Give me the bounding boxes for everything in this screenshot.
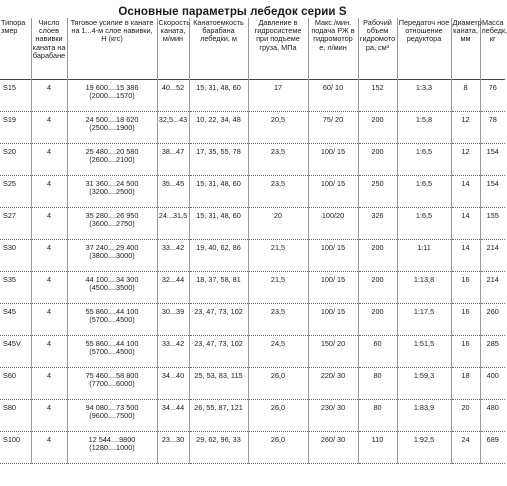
cell-volume: 200 [358, 272, 397, 304]
cell-model: S35 [0, 272, 31, 304]
cell-model: S45 [0, 304, 31, 336]
cell-layers: 4 [31, 304, 67, 336]
cell-diameter: 14 [451, 208, 480, 240]
table-row [0, 112, 505, 144]
cell-layers: 4 [31, 432, 67, 464]
cell-pressure: 26,0 [248, 368, 308, 400]
cell-mass: 154 [480, 176, 505, 208]
cell-diameter: 14 [451, 240, 480, 272]
cell-speed: 32...44 [157, 272, 189, 304]
cell-ratio: 1:5,8 [397, 112, 451, 144]
force-newton: 12 544....9800 [88, 435, 136, 444]
table-row [0, 304, 505, 336]
cell-mass: 76 [480, 80, 505, 112]
cell-speed: 33...42 [157, 240, 189, 272]
force-newton: 75 460....58 800 [85, 371, 139, 380]
cell-pressure: 23,5 [248, 144, 308, 176]
cell-model: S100 [0, 432, 31, 464]
cell-ratio: 1:6,5 [397, 144, 451, 176]
table-row [0, 336, 505, 368]
force-newton: 55 860....44 100 [85, 339, 139, 348]
header-volume: Рабочий объем гидромото ра, см³ [358, 18, 397, 80]
header-model: Типора змер [1, 18, 26, 36]
cell-flow: 220/ 30 [308, 368, 358, 400]
cell-force [67, 240, 157, 272]
cell-model: S20 [0, 144, 31, 176]
cell-force [67, 208, 157, 240]
table-row [0, 144, 505, 176]
force-kgf: (3200....2500) [89, 187, 135, 197]
cell-ratio: 1:59,3 [397, 368, 451, 400]
cell-layers: 4 [31, 176, 67, 208]
cell-model: S15 [0, 80, 31, 112]
cell-pressure: 23,5 [248, 304, 308, 336]
force-newton: 55 860....44 100 [85, 307, 139, 316]
table-row [0, 432, 505, 464]
cell-model: S60 [0, 368, 31, 400]
cell-capacity: 15, 31, 48, 60 [189, 208, 248, 240]
cell-flow: 100/ 15 [308, 240, 358, 272]
header-pressure: Давление в гидросистеме при подъеме груза, МПа [248, 18, 308, 80]
cell-layers: 4 [31, 336, 67, 368]
cell-mass: 480 [480, 400, 505, 432]
cell-layers: 4 [31, 240, 67, 272]
cell-capacity: 18, 37, 58, 81 [189, 272, 248, 304]
cell-layers: 4 [31, 208, 67, 240]
cell-ratio: 1:51,5 [397, 336, 451, 368]
cell-capacity: 10, 22, 34, 48 [189, 112, 248, 144]
cell-speed: 38...47 [157, 144, 189, 176]
table-row [0, 80, 505, 112]
cell-force [67, 400, 157, 432]
cell-pressure: 21,5 [248, 272, 308, 304]
cell-diameter: 16 [451, 336, 480, 368]
force-kgf: (2600....2100) [89, 155, 135, 165]
cell-layers: 4 [31, 112, 67, 144]
cell-force [67, 304, 157, 336]
force-newton: 31 360....24 500 [85, 179, 139, 188]
cell-mass: 214 [480, 272, 505, 304]
cell-speed: 40...52 [157, 80, 189, 112]
table-row [0, 272, 505, 304]
force-kgf: (2000....1570) [89, 91, 135, 101]
force-kgf: (5700....4500) [89, 315, 135, 325]
cell-diameter: 12 [451, 112, 480, 144]
force-kgf: (4500....3500) [89, 283, 135, 293]
cell-force [67, 144, 157, 176]
cell-flow: 100/ 15 [308, 144, 358, 176]
force-kgf: (3800....3000) [89, 251, 135, 261]
cell-mass: 285 [480, 336, 505, 368]
cell-diameter: 24 [451, 432, 480, 464]
cell-diameter: 12 [451, 144, 480, 176]
cell-capacity: 23, 47, 73, 102 [189, 304, 248, 336]
cell-speed: 34...40 [157, 368, 189, 400]
cell-force [67, 432, 157, 464]
cell-volume: 80 [358, 400, 397, 432]
cell-speed: 24...31,5 [157, 208, 189, 240]
cell-flow: 230/ 30 [308, 400, 358, 432]
cell-flow: 100/ 15 [308, 272, 358, 304]
cell-speed: 35...45 [157, 176, 189, 208]
cell-pressure: 21,5 [248, 240, 308, 272]
cell-ratio: 1:11 [397, 240, 451, 272]
force-kgf: (9600....7500) [89, 411, 135, 421]
cell-capacity: 26, 55, 87, 121 [189, 400, 248, 432]
cell-flow: 60/ 10 [308, 80, 358, 112]
cell-mass: 400 [480, 368, 505, 400]
cell-ratio: 1:6,5 [397, 208, 451, 240]
cell-diameter: 8 [451, 80, 480, 112]
cell-ratio: 1:6,5 [397, 176, 451, 208]
cell-speed: 23...30 [157, 432, 189, 464]
cell-capacity: 17, 35, 55, 78 [189, 144, 248, 176]
cell-force [67, 368, 157, 400]
force-newton: 37 240....29 400 [85, 243, 139, 252]
cell-model: S25 [0, 176, 31, 208]
cell-pressure: 23,5 [248, 176, 308, 208]
cell-diameter: 16 [451, 272, 480, 304]
cell-speed: 32,5...43 [157, 112, 189, 144]
force-kgf: (5700....4500) [89, 347, 135, 357]
cell-pressure: 17 [248, 80, 308, 112]
cell-force [67, 336, 157, 368]
force-newton: 35 280....26 950 [85, 211, 139, 220]
cell-diameter: 20 [451, 400, 480, 432]
force-kgf: (2500....1900) [89, 123, 135, 133]
cell-speed: 30...39 [157, 304, 189, 336]
cell-pressure: 26,0 [248, 400, 308, 432]
cell-mass: 260 [480, 304, 505, 336]
header-mass: Масса лебедк, кг [480, 18, 505, 80]
cell-force [67, 176, 157, 208]
table-row [0, 368, 505, 400]
cell-ratio: 1:92,5 [397, 432, 451, 464]
cell-capacity: 23, 47, 73, 102 [189, 336, 248, 368]
cell-mass: 154 [480, 144, 505, 176]
cell-pressure: 26,0 [248, 432, 308, 464]
table-row [0, 400, 505, 432]
cell-volume: 250 [358, 176, 397, 208]
winch-parameters-table [0, 18, 505, 464]
cell-layers: 4 [31, 272, 67, 304]
cell-flow: 75/ 20 [308, 112, 358, 144]
cell-diameter: 16 [451, 304, 480, 336]
cell-volume: 200 [358, 240, 397, 272]
cell-flow: 150/ 20 [308, 336, 358, 368]
cell-model: S27 [0, 208, 31, 240]
cell-mass: 689 [480, 432, 505, 464]
cell-volume: 152 [358, 80, 397, 112]
cell-volume: 200 [358, 112, 397, 144]
cell-volume: 110 [358, 432, 397, 464]
cell-layers: 4 [31, 368, 67, 400]
cell-speed: 33...42 [157, 336, 189, 368]
cell-volume: 200 [358, 304, 397, 336]
force-kgf: (7700....6000) [89, 379, 135, 389]
cell-force [67, 80, 157, 112]
header-ratio: Передаточ ное отношение редуктора [397, 18, 451, 80]
force-kgf: (1280....1000) [89, 443, 135, 453]
table-header-row [0, 18, 505, 80]
cell-mass: 155 [480, 208, 505, 240]
cell-pressure: 24,5 [248, 336, 308, 368]
cell-capacity: 25, 53, 83, 115 [189, 368, 248, 400]
cell-capacity: 15, 31, 48, 60 [189, 176, 248, 208]
header-force: Тяговое усилие в канате на 1...4-м слое навивки, Н (кгс) [67, 18, 157, 80]
cell-mass: 78 [480, 112, 505, 144]
force-newton: 25 480....20 580 [85, 147, 139, 156]
cell-ratio: 1:17,5 [397, 304, 451, 336]
table-row [0, 176, 505, 208]
cell-layers: 4 [31, 80, 67, 112]
force-newton: 44 100....34 300 [85, 275, 139, 284]
force-newton: 24 500....18 620 [85, 115, 139, 124]
cell-volume: 80 [358, 368, 397, 400]
cell-pressure: 20,5 [248, 112, 308, 144]
cell-force [67, 272, 157, 304]
cell-diameter: 18 [451, 368, 480, 400]
cell-volume: 60 [358, 336, 397, 368]
cell-model: S45V [0, 336, 31, 368]
cell-flow: 100/ 15 [308, 304, 358, 336]
cell-mass: 214 [480, 240, 505, 272]
cell-pressure: 20 [248, 208, 308, 240]
cell-ratio: 1:13,8 [397, 272, 451, 304]
cell-model: S80 [0, 400, 31, 432]
cell-capacity: 15, 31, 48, 60 [189, 80, 248, 112]
header-capacity: Канатоемкость барабана лебедки, м [189, 18, 248, 80]
cell-capacity: 19, 40, 62, 86 [189, 240, 248, 272]
force-newton: 94 080....73 500 [85, 403, 139, 412]
table-row [0, 240, 505, 272]
cell-force [67, 112, 157, 144]
cell-model: S19 [0, 112, 31, 144]
cell-layers: 4 [31, 144, 67, 176]
header-speed: Скорость каната, м/мин [157, 18, 189, 80]
cell-flow: 100/ 15 [308, 176, 358, 208]
cell-diameter: 14 [451, 176, 480, 208]
cell-flow: 260/ 30 [308, 432, 358, 464]
cell-layers: 4 [31, 400, 67, 432]
page-title: Основные параметры лебедок серии S [118, 6, 347, 18]
force-newton: 19 600....15 386 [85, 83, 139, 92]
header-flow: Макс./мин. подача РЖ в гидромотор е, л/мин [308, 18, 358, 80]
cell-volume: 326 [358, 208, 397, 240]
table-row [0, 208, 505, 240]
cell-volume: 200 [358, 144, 397, 176]
cell-flow: 100/20 [308, 208, 358, 240]
header-diameter: Диаметр каната, мм [451, 18, 480, 80]
force-kgf: (3600....2750) [89, 219, 135, 229]
cell-ratio: 1:3,3 [397, 80, 451, 112]
cell-ratio: 1:83,9 [397, 400, 451, 432]
cell-model: S30 [0, 240, 31, 272]
cell-speed: 34...44 [157, 400, 189, 432]
header-layers: Число слоев навивки каната на барабане [31, 18, 67, 80]
cell-capacity: 29, 62, 96, 33 [189, 432, 248, 464]
